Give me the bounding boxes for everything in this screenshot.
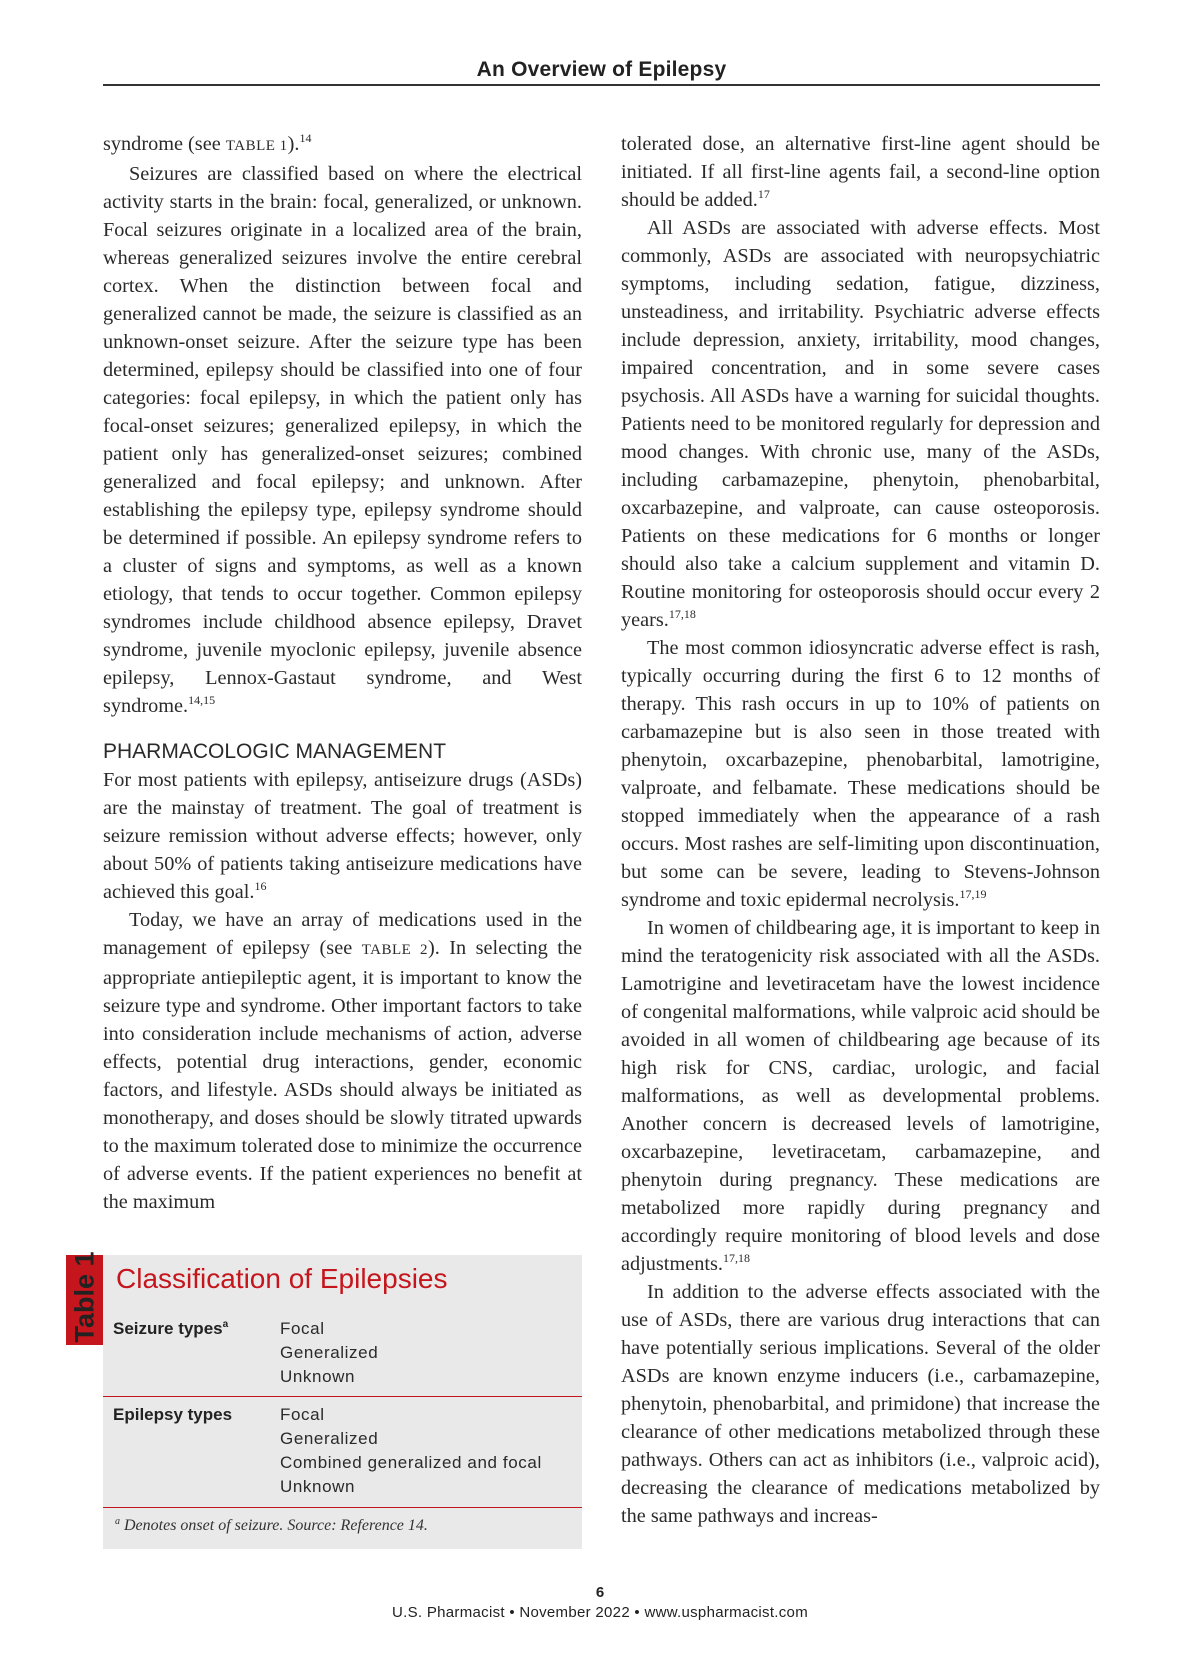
table-value: Generalized bbox=[280, 1429, 379, 1448]
right-paragraph-5: In addition to the adverse effects associated with the use of ASDs, there are various drug interactions that can have potentially serious implications. Several of the older ASDs are known enzyme inducers (i.e., carbamazepine, phenytoin, phenobarbital, and primidone) that increase the clearance of other medications metabolized through these pathways. Others can act as inhibitors (i.e., valproic acid), decreasing the clearance of medications metabolized by the same pathways and increas- bbox=[621, 1281, 1100, 1527]
left-paragraph-2: Seizures are classified based on where the electrical activity starts in the brain: focal, generalized, or unknown. Focal seizures originate in a localized area of the brain, whereas generalized seizures involve the entire cerebral cortex. When the distinction between focal and generalized cannot be made, the seizure is classified as an unknown-onset seizure. After the seizure type has been determined, epilepsy should be classified into one of four categories: focal epilepsy, in which the patient only has focal-onset seizures; generalized epilepsy, in which the patient only has generalized-onset seizures; combined generalized and focal epilepsy; and unknown. After establishing the epilepsy type, epilepsy syndrome should be determined if possible. An epilepsy syndrome refers to a cluster of signs and symptoms, as well as a known etiology, that tends to occur together. Common epilepsy syndromes include childhood absence epilepsy, Dravet syndrome, juvenile myoclonic epilepsy, juvenile absence epilepsy, Lennox-Gastaut syndrome, and West syndrome.$^{14,15}$ bbox=[103, 163, 582, 717]
table-divider bbox=[103, 1396, 582, 1397]
header-rule bbox=[103, 84, 1100, 86]
right-paragraph-2: All ASDs are associated with adverse effects. Most commonly, ASDs are associated with neuropsychiatric symptoms, including sedation, fatigue, dizziness, unsteadiness, and irritability. Psychiatric adverse effects include depression, anxiety, irritability, mood changes, impaired concentration, and in some severe cases psychosis. All ASDs have a warning for suicidal thoughts. Patients need to be monitored regularly for depression and mood changes. With chronic use, many of the ASDs, including carbamazepine, phenytoin, phenobarbital, oxcarbazepine, and valproate, can cause osteoporosis. Patients on these medications for 6 months or longer should also take a calcium supplement and vitamin D. Routine monitoring for osteoporosis should occur every 2 years.$^{17,18}$ bbox=[621, 217, 1100, 631]
page-number: 6 bbox=[595, 1584, 605, 1601]
table-divider bbox=[103, 1507, 582, 1508]
table-value: Unknown bbox=[280, 1477, 356, 1496]
table-1-reference: TABLE 1 bbox=[225, 138, 288, 154]
table-tab-label: Table 1 bbox=[69, 1251, 100, 1343]
table-2-reference: TABLE 2 bbox=[361, 942, 428, 958]
left-paragraph-1: syndrome (see TABLE 1).$^{14}$ bbox=[103, 131, 312, 155]
table-value: Unknown bbox=[280, 1367, 356, 1386]
right-paragraph-3: The most common idiosyncratic adverse effect is rash, typically occurring during the first 6 to 12 months of therapy. This rash occurs in up to 10% of patients on carbamazepine but is also seen in those treated with phenytoin, oxcarbazepine, phenobarbital, lamotrigine, valproate, and felbamate. These medications should be stopped immediately when the appearance of a rash occurs. Most rashes are self-limiting upon discontinuation, but some can be severe, leading to Stevens-Johnson syndrome and toxic epidermal necrolysis.$^{17,19}$ bbox=[621, 637, 1100, 911]
running-header: An Overview of Epilepsy bbox=[476, 58, 727, 81]
seizure-types-label: Seizure types$^a$ bbox=[113, 1319, 229, 1338]
table-value: Focal bbox=[280, 1319, 325, 1338]
right-column bbox=[621, 130, 1100, 1530]
footer-publication: U.S. Pharmacist • November 2022 • www.uspharmacist.com bbox=[391, 1604, 808, 1621]
left-paragraph-4: Today, we have an array of medications used in the management of epilepsy (see TABLE 2). In selecting the appropriate antiepileptic agent, it is important to know the seizure type and syndrome. Other important factors to take into consideration include mechanisms of action, adverse effects, potential drug interactions, gender, economic factors, and lifestyle. ASDs should always be initiated as monotherapy, and doses should be slowly titrated upwards to the maximum tolerated dose to minimize the occurrence of adverse events. If the patient experiences no benefit at the maximum bbox=[103, 909, 583, 1213]
right-paragraph-1: tolerated dose, an alternative first-line agent should be initiated. If all first-line agents fail, a second-line option should be added.$^{17}$ bbox=[621, 133, 1100, 211]
epilepsy-types-label: Epilepsy types bbox=[113, 1405, 233, 1424]
classification-table bbox=[103, 1255, 582, 1549]
left-column bbox=[103, 130, 582, 1216]
table-value: Focal bbox=[280, 1405, 325, 1424]
table-value: Generalized bbox=[280, 1343, 379, 1362]
section-heading: PHARMACOLOGIC MANAGEMENT bbox=[103, 740, 447, 763]
table-title: Classification of Epilepsies bbox=[116, 1263, 448, 1294]
seizure-types-values bbox=[280, 1317, 378, 1389]
epilepsy-types-values bbox=[280, 1403, 542, 1499]
right-paragraph-4: In women of childbearing age, it is important to keep in mind the teratogenicity risk associated with all the ASDs. Lamotrigine and levetiracetam have the lowest incidence of congenital malformations, while valproic acid should be avoided in all women of childbearing age because of its high risk for CNS, cardiac, urologic, and facial malformations, as well as developmental problems. Another concern is decreased levels of lamotrigine, oxcarbazepine, levetiracetam, carbamazepine, and phenytoin during pregnancy. These medications are metabolized more rapidly during pregnancy and accordingly require monitoring of blood levels and dose adjustments.$^{17,18}$ bbox=[621, 917, 1100, 1275]
left-paragraph-3: For most patients with epilepsy, antiseizure drugs (ASDs) are the mainstay of treatment. The goal of treatment is seizure remission without adverse effects; however, only about 50% of patients taking antiseizure medications have achieved this goal.$^{16}$ bbox=[103, 769, 582, 903]
table-value: Combined generalized and focal bbox=[280, 1453, 542, 1472]
table-footnote: $^a$ Denotes onset of seizure. Source: Reference 14. bbox=[115, 1516, 428, 1534]
